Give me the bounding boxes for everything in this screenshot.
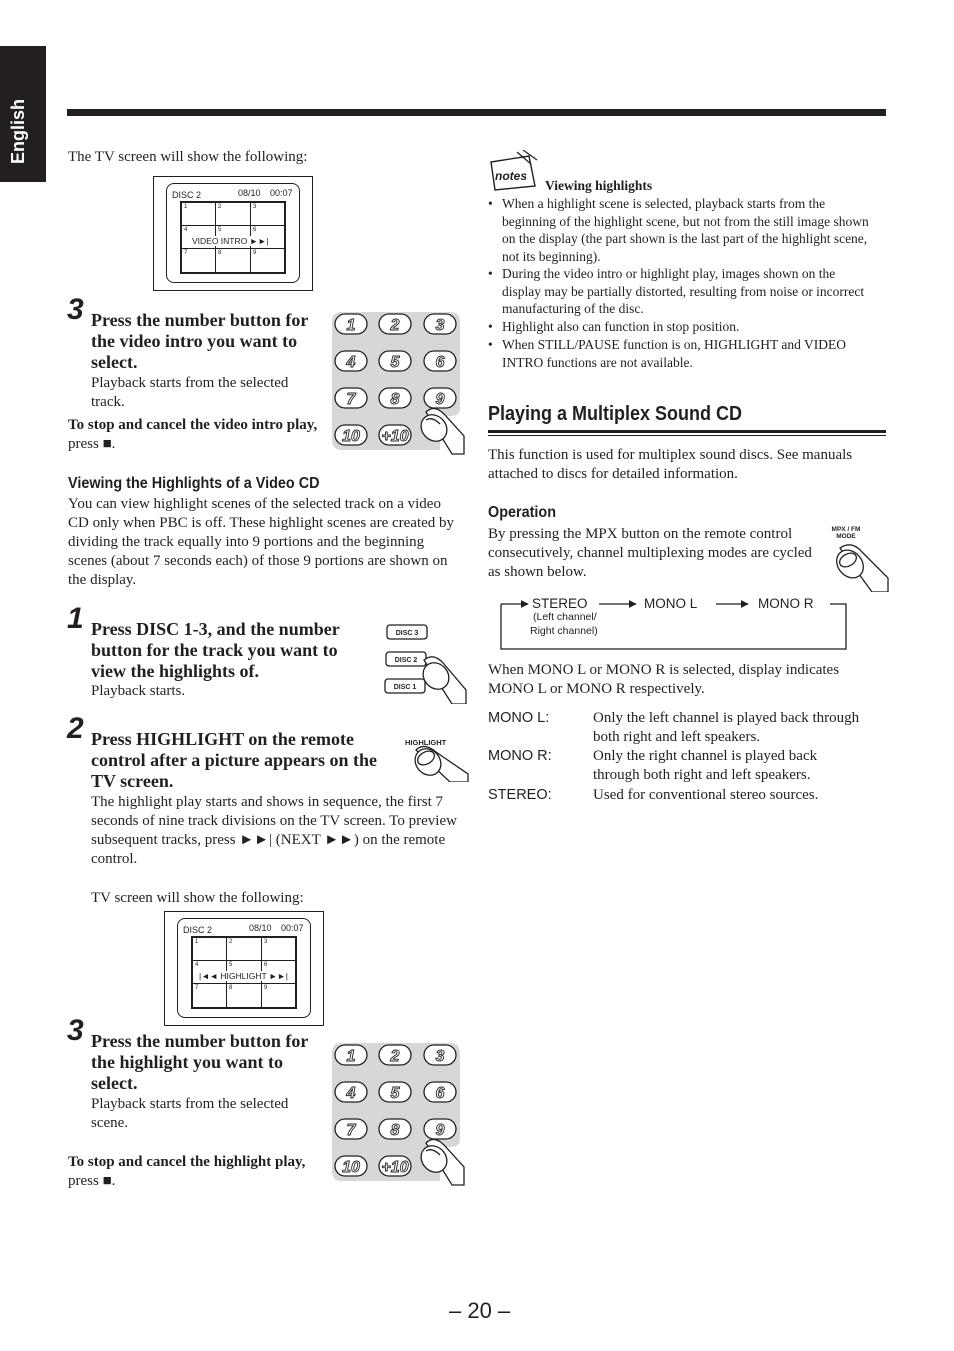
- tv-track: 08/10: [238, 188, 261, 198]
- tv-overlay: |◄◄ HIGHLIGHT ►►|: [199, 971, 288, 981]
- tv-overlay: VIDEO INTRO ►►|: [192, 236, 269, 246]
- stop-highlight-bold: To stop and cancel the highlight play,: [68, 1154, 306, 1170]
- tv-track: 08/10: [249, 923, 272, 933]
- grid-cell: 7: [181, 248, 216, 273]
- stereo-sub: (Left channel/: [533, 611, 597, 623]
- step-number: 3: [67, 1014, 84, 1047]
- key-label: 8: [390, 391, 400, 408]
- key-label: 6: [435, 354, 445, 371]
- language-tab: [0, 46, 46, 182]
- key-label: 7: [346, 1122, 356, 1139]
- tv-time: 00:07: [270, 188, 293, 198]
- grid-cell: 2: [226, 937, 262, 961]
- highlights-body: You can view highlight scenes of the selected track on a video CD only when PBC is off. These highlight scenes are created by dividing the track equally into 9 portions and the beginning scenes (about 7 seconds each) of those 9 portions are shown on the display.: [68, 496, 455, 588]
- disc-label: DISC 3: [395, 630, 419, 637]
- step-body: The highlight play starts and shows in sequence, the first 7 seconds of nine track divisions on the TV screen. To preview subsequent tracks, press ►►| (NEXT ►►) on the remote control.: [91, 794, 457, 867]
- mode-desc: Only the right channel is played back through both right and left speakers.: [593, 748, 818, 783]
- key-label: 1: [346, 317, 356, 334]
- mode-term: MONO R:: [488, 748, 552, 764]
- mode-mono-r: MONO R: [758, 596, 814, 611]
- number-keypad: [330, 1039, 465, 1189]
- heading-rule-thin: [488, 435, 886, 436]
- grid-cell: 6: [261, 960, 296, 984]
- grid-cell: 2: [215, 202, 251, 226]
- stereo-sub: Right channel): [530, 625, 598, 637]
- key-label: 7: [346, 391, 356, 408]
- disc-label: DISC 1: [393, 684, 417, 691]
- stop-highlight-text: press ■.: [68, 1173, 116, 1189]
- key-label: 10: [342, 1159, 360, 1176]
- operation-heading: Operation: [488, 504, 557, 521]
- tv-disc: DISC 2: [183, 925, 213, 935]
- grid-cell: 3: [261, 937, 296, 961]
- key-label: 1: [346, 1048, 356, 1065]
- grid-cell: 4: [181, 225, 216, 249]
- notes-icon: [487, 150, 543, 192]
- mode-desc: Used for conventional stereo sources.: [593, 787, 819, 803]
- grid-cell: 7: [192, 983, 227, 1008]
- key-label: 10: [342, 428, 360, 445]
- mode-stereo: STEREO: [532, 596, 588, 611]
- tv-disc: DISC 2: [172, 190, 202, 200]
- page-number: – 20 –: [449, 1298, 511, 1323]
- key-label: 3: [435, 317, 445, 334]
- step-body-2: TV screen will show the following:: [91, 890, 304, 906]
- mpx-cycle-diagram: [496, 594, 852, 654]
- intro-text: The TV screen will show the following:: [68, 149, 308, 165]
- key-label: 9: [435, 391, 445, 408]
- grid-cell: 3: [250, 202, 285, 226]
- stop-intro-bold: To stop and cancel the video intro play,: [68, 417, 318, 433]
- operation-body: By pressing the MPX button on the remote control consecutively, channel multiplexing modes are cycled as shown below.: [488, 526, 812, 580]
- step-title: Press DISC 1-3, and the number button for the track you want to view the highlights of.: [91, 619, 340, 681]
- step-body: Playback starts.: [91, 683, 186, 699]
- mpx-button-label: MPX / FM MODE: [831, 526, 861, 540]
- key-label: 9: [435, 1122, 445, 1139]
- key-label: 5: [390, 1085, 400, 1102]
- stop-intro-note: [68, 416, 328, 454]
- mode-term: STEREO:: [488, 787, 552, 803]
- key-label: 2: [390, 1048, 400, 1065]
- highlight-button-label: HIGHLIGHT: [405, 738, 447, 747]
- key-label: 8: [390, 1122, 400, 1139]
- note-item: • Highlight also can function in stop position.: [488, 319, 740, 334]
- tv-grid: [191, 936, 297, 1009]
- number-keypad: [330, 308, 465, 458]
- mpx-button: [826, 540, 890, 592]
- grid-cell: 9: [261, 983, 296, 1008]
- stop-highlight-note: [68, 1153, 333, 1191]
- mode-mono-l: MONO L: [644, 596, 698, 611]
- highlight-button: [410, 742, 470, 782]
- note-item: • When STILL/PAUSE function is on, HIGHLIGHT and VIDEO INTRO functions are not available.: [488, 337, 846, 370]
- step-number: 1: [67, 602, 84, 635]
- key-label: 3: [435, 1048, 445, 1065]
- mpx-intro: This function is used for multiplex sound discs. See manuals attached to discs for detailed information.: [488, 447, 853, 482]
- key-label: 2: [390, 317, 400, 334]
- notes-heading: Viewing highlights: [545, 178, 653, 193]
- finger-icon: [831, 545, 888, 592]
- grid-cell: 5: [215, 225, 251, 249]
- grid-cell: 6: [250, 225, 285, 249]
- key-label: 4: [346, 354, 356, 371]
- step-body: Playback starts from the selected scene.: [91, 1096, 289, 1131]
- disc-buttons: [380, 620, 470, 704]
- mpx-heading: Playing a Multiplex Sound CD: [488, 403, 743, 425]
- header-rule: [67, 109, 886, 116]
- grid-cell: 4: [192, 960, 227, 984]
- tv-screen-highlight: [164, 911, 324, 1026]
- mode-term: MONO L:: [488, 710, 550, 726]
- grid-cell: 1: [192, 937, 227, 961]
- grid-cell: 8: [226, 983, 262, 1008]
- grid-cell: 8: [215, 248, 251, 273]
- mono-note: When MONO L or MONO R is selected, display indicates MONO L or MONO R respectively.: [488, 662, 840, 697]
- mode-desc: Only the left channel is played back through both right and left speakers.: [593, 710, 860, 745]
- disc-label: DISC 2: [394, 657, 418, 664]
- step-number: 3: [67, 293, 84, 326]
- finger-icon: [410, 744, 468, 782]
- key-label: +10: [381, 1159, 409, 1176]
- key-label: 6: [435, 1085, 445, 1102]
- grid-cell: 5: [226, 960, 262, 984]
- step-title: Press the number button for the video intro you want to select.: [91, 310, 309, 372]
- note-item: • During the video intro or highlight play, images shown on the display may be partially distorted, resulting from noise or incorrect manufacturing of the disc.: [488, 266, 865, 316]
- grid-cell: 9: [250, 248, 285, 273]
- heading-rule: [488, 430, 886, 433]
- step-body: Playback starts from the selected track.: [91, 375, 289, 410]
- grid-cell: 1: [181, 202, 216, 226]
- key-label: 4: [346, 1085, 356, 1102]
- tv-screen-intro: [153, 176, 313, 291]
- tv-grid: [180, 201, 286, 274]
- step-title: Press the number button for the highlight you want to select.: [91, 1031, 309, 1093]
- stop-intro-text: press ■.: [68, 436, 116, 452]
- note-item: • When a highlight scene is selected, playback starts from the beginning of the highlight scene, but not from the still image shown on the display (the part shown is the last part of the highlight scene, not its beginning).: [488, 196, 869, 264]
- step-title: Press HIGHLIGHT on the remote control after a picture appears on the TV screen.: [91, 729, 377, 791]
- key-label: 5: [390, 354, 400, 371]
- notes-icon-label: notes: [495, 169, 528, 183]
- key-label: +10: [381, 428, 409, 445]
- tv-time: 00:07: [281, 923, 304, 933]
- step-number: 2: [67, 712, 84, 745]
- highlights-heading: Viewing the Highlights of a Video CD: [68, 475, 320, 492]
- language-tab-label: English: [8, 98, 28, 164]
